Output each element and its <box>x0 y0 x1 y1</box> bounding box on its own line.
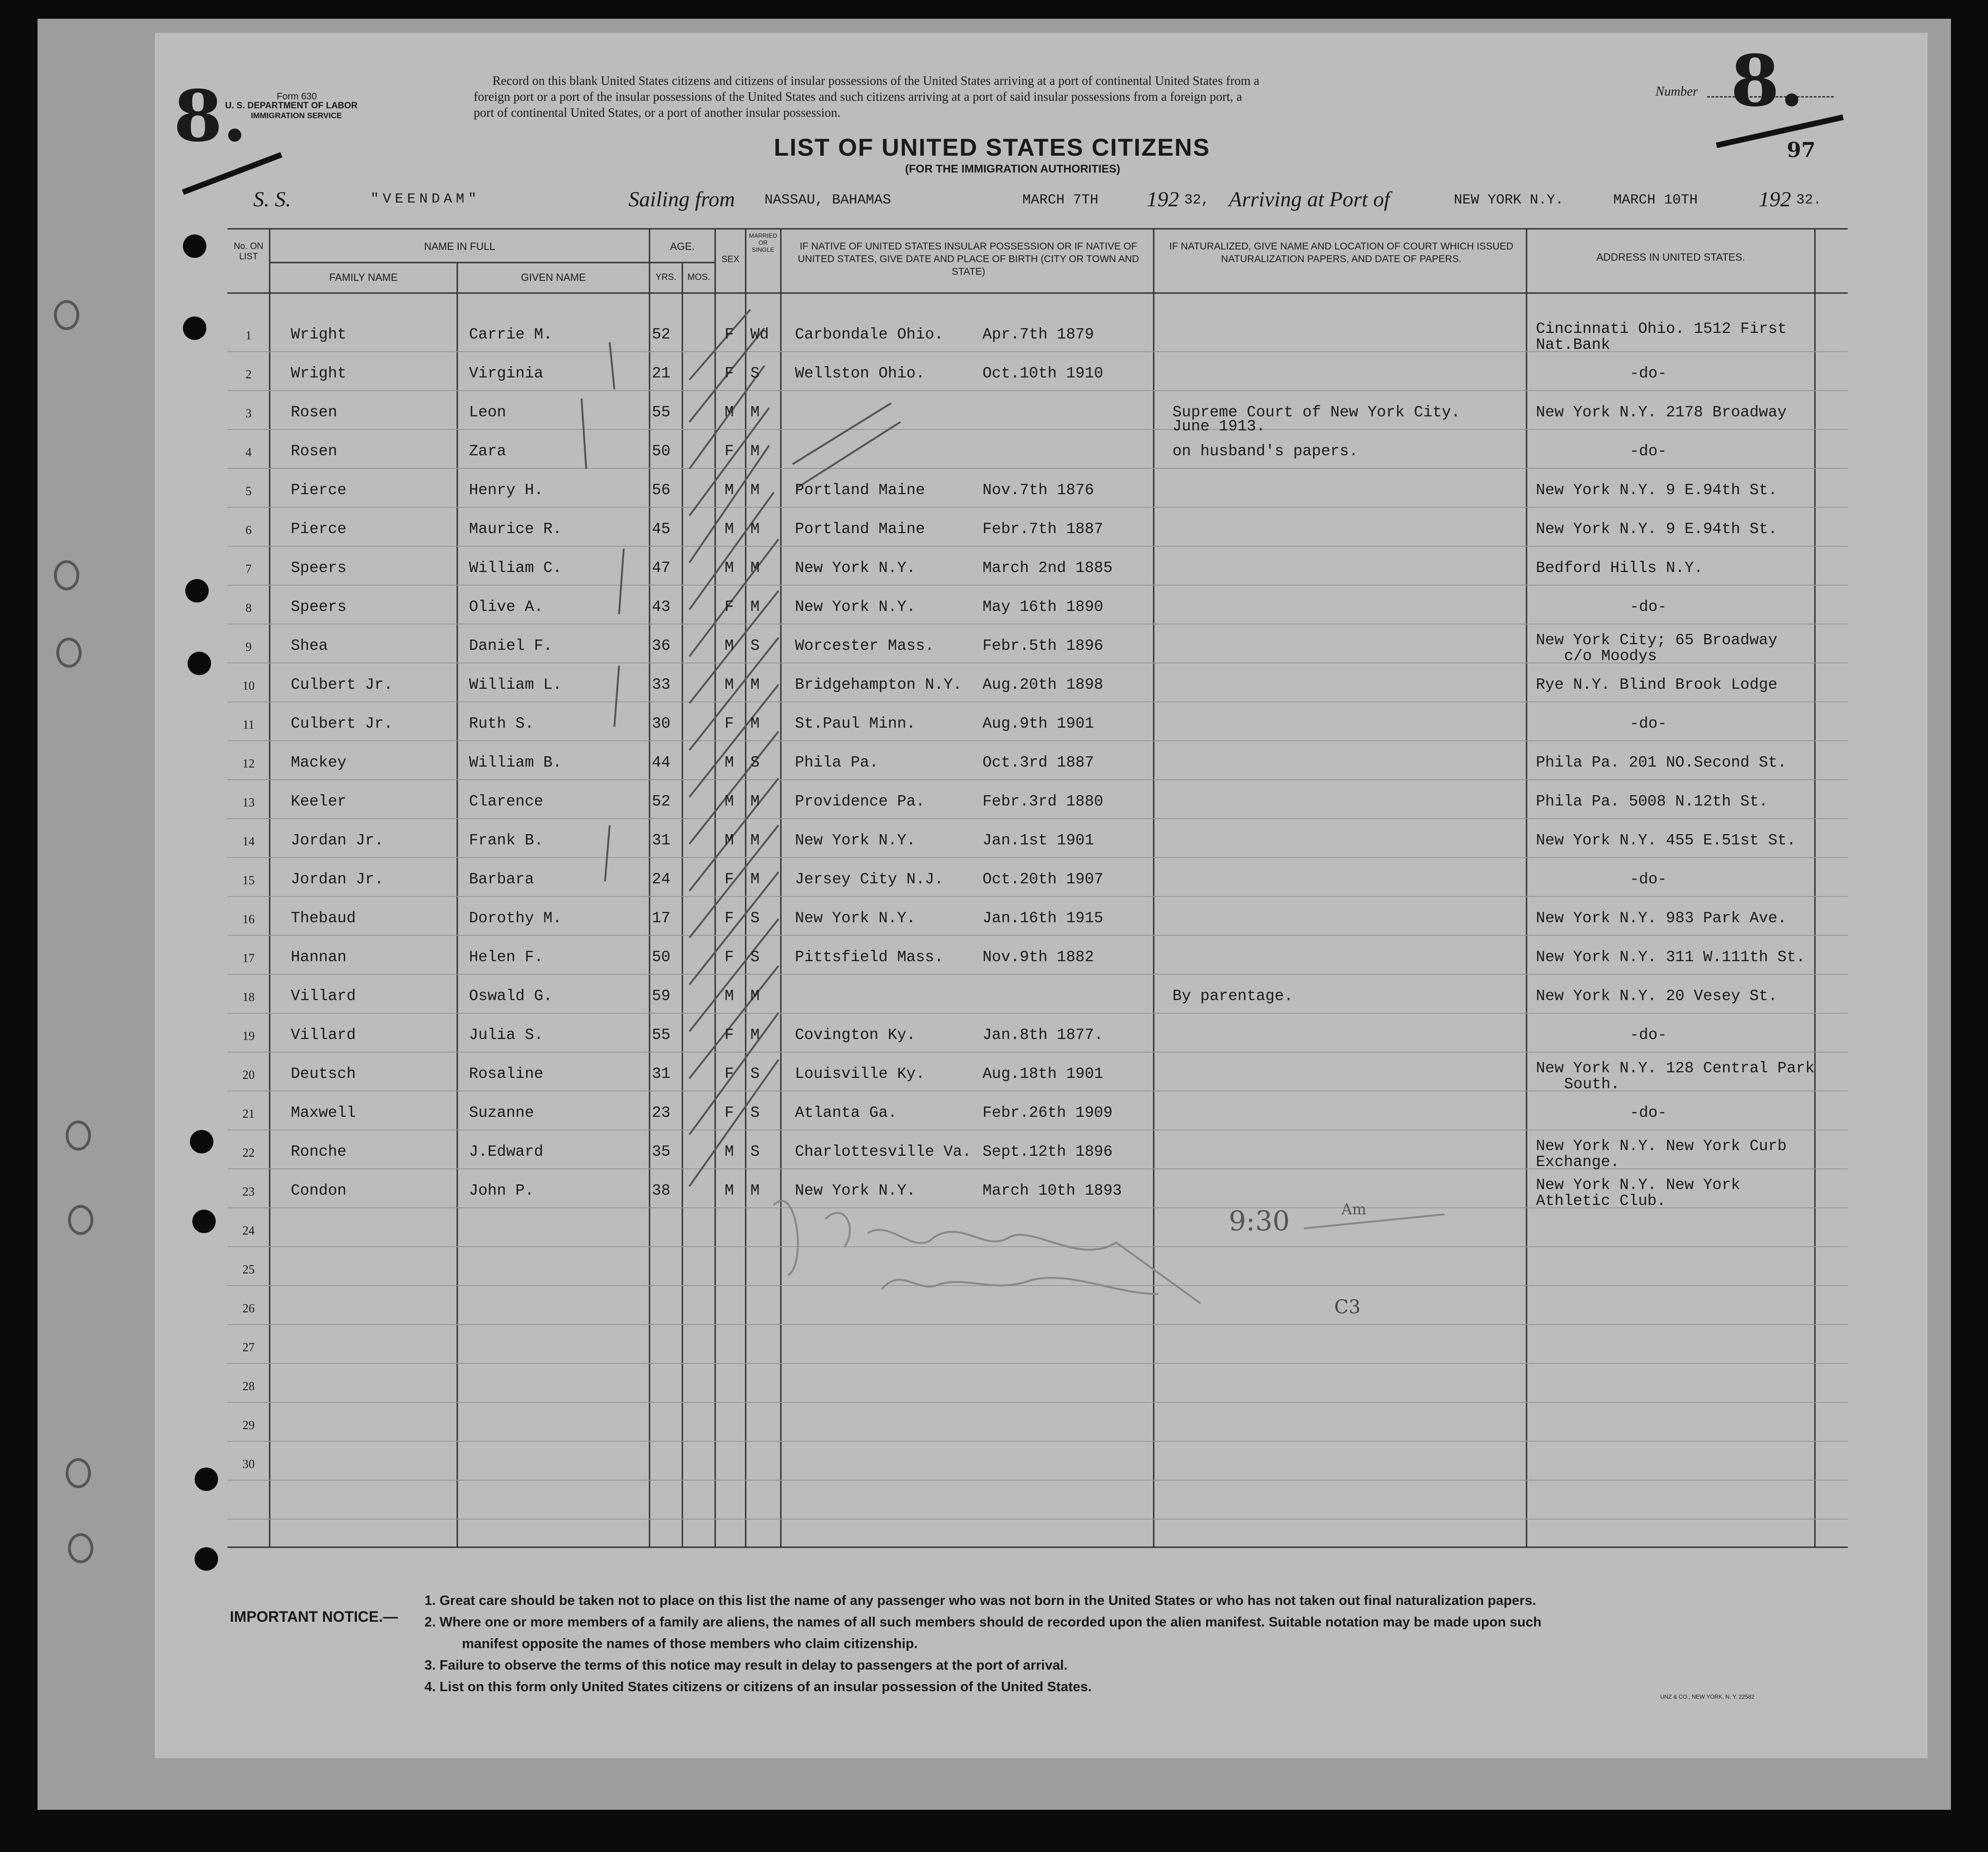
row-number: 27 <box>242 1340 255 1354</box>
inspector-am: Am <box>1341 1200 1367 1218</box>
marital-status: S <box>750 754 760 771</box>
row-number: 20 <box>242 1068 255 1082</box>
row-number: 19 <box>242 1029 255 1043</box>
col-header-address: ADDRESS IN UNITED STATES. <box>1596 251 1745 263</box>
row-number: 18 <box>242 990 255 1004</box>
birth-date: Jan.8th 1877. <box>983 1026 1104 1044</box>
notice-item: 4. List on this form only United States citizens or citizens of an insular possession of the United States. <box>424 1679 1092 1694</box>
row-number: 21 <box>242 1107 255 1121</box>
row-number: 17 <box>242 951 255 965</box>
address: -do- <box>1630 443 1667 460</box>
col-header-age: AGE. <box>670 241 695 252</box>
arrival-port: NEW YORK N.Y. <box>1454 192 1564 208</box>
family-name: Jordan Jr. <box>291 832 384 849</box>
col-header-naturalized: IF NATURALIZED, GIVE NAME AND LOCATION OF COURT WHICH ISSUED NATURALIZATION PAPERS, AND DATE OF PAPERS. <box>1169 241 1513 264</box>
row-number: 23 <box>242 1185 255 1198</box>
birth-place: Phila Pa. <box>795 754 879 771</box>
birth-date: Febr.3rd 1880 <box>983 793 1104 810</box>
address: Rye N.Y. Blind Brook Lodge <box>1536 676 1777 693</box>
birth-place: Providence Pa. <box>795 793 925 810</box>
row-number: 8 <box>245 601 252 615</box>
birth-place: Louisville Ky. <box>795 1065 925 1083</box>
given-name: Frank B. <box>469 832 544 849</box>
row-number: 15 <box>242 873 255 887</box>
marital-status: M <box>750 482 760 499</box>
marital-status: M <box>750 987 760 1005</box>
given-name: Leon <box>469 404 506 421</box>
birth-date: Jan.1st 1901 <box>983 832 1094 849</box>
sailing-year-prefix: 192 <box>1147 187 1179 211</box>
sex: F <box>725 598 734 616</box>
age-years: 23 <box>652 1104 671 1122</box>
birth-place: New York N.Y. <box>795 559 916 577</box>
birth-place: Pittsfield Mass. <box>795 949 944 966</box>
sex: M <box>725 520 734 538</box>
sailing-year: 32, <box>1184 192 1210 208</box>
birth-date: Nov.9th 1882 <box>983 949 1094 966</box>
arrival-date: MARCH 10TH <box>1613 192 1698 208</box>
marital-status: M <box>750 1026 760 1044</box>
family-name: Deutsch <box>291 1065 356 1083</box>
sex: M <box>725 1143 734 1160</box>
age-years: 59 <box>652 987 671 1005</box>
notice-item: 1. Great care should be taken not to place on this list the name of any passenger who was not born in the United States or who has not taken out final naturalization papers. <box>424 1593 1536 1608</box>
marital-status: M <box>750 559 760 577</box>
age-years: 21 <box>652 365 671 382</box>
birth-date: Jan.16th 1915 <box>983 910 1104 927</box>
birth-place: Jersey City N.J. <box>795 871 944 888</box>
sex: M <box>725 637 734 655</box>
address: New York N.Y. 983 Park Ave. <box>1536 910 1787 927</box>
sex: M <box>725 676 734 693</box>
sailing-port: NASSAU, BAHAMAS <box>764 192 892 208</box>
address: Cincinnati Ohio. 1512 First <box>1536 320 1787 338</box>
given-name: Olive A. <box>469 598 544 616</box>
birth-date: Apr.7th 1879 <box>983 326 1094 343</box>
given-name: Oswald G. <box>469 987 553 1005</box>
family-name: Speers <box>291 598 347 616</box>
naturalization-date: June 1913. <box>1172 418 1266 435</box>
address: New York N.Y. 455 E.51st St. <box>1536 832 1796 849</box>
marital-status: Wd <box>750 326 769 343</box>
address-line-2: Nat.Bank <box>1536 336 1610 354</box>
row-number: 14 <box>242 835 255 848</box>
given-name: William C. <box>469 559 562 577</box>
row-number: 4 <box>245 445 252 459</box>
birth-date: March 2nd 1885 <box>983 559 1113 577</box>
row-number: 29 <box>242 1418 255 1432</box>
instruction-line: foreign port or a port of the insular possessions of the United States and such citizens arriving at a port of said insular possessions from a foreign port, a <box>474 90 1242 104</box>
marital-status: M <box>750 443 760 460</box>
given-name: Zara <box>469 443 506 460</box>
page-title: LIST OF UNITED STATES CITIZENS <box>774 134 1210 161</box>
col-header-name: NAME IN FULL <box>424 241 495 252</box>
birth-date: Febr.26th 1909 <box>983 1104 1113 1122</box>
given-name: William B. <box>469 754 562 771</box>
marital-status: M <box>750 715 760 732</box>
age-years: 33 <box>652 676 671 693</box>
sex: F <box>725 443 734 460</box>
address: New York N.Y. 311 W.111th St. <box>1536 949 1806 966</box>
col-header-given: GIVEN NAME <box>521 271 586 283</box>
family-name: Shea <box>291 637 328 655</box>
arriving-label: Arriving at Port of <box>1229 187 1390 211</box>
birth-place: Covington Ky. <box>795 1026 916 1044</box>
given-name: J.Edward <box>469 1143 544 1160</box>
age-years: 38 <box>652 1182 671 1199</box>
family-name: Maxwell <box>291 1104 356 1122</box>
marital-status: M <box>750 1182 760 1199</box>
birth-date: Febr.5th 1896 <box>983 637 1104 655</box>
birth-place: Carbondale Ohio. <box>795 326 944 343</box>
birth-place: New York N.Y. <box>795 1182 916 1199</box>
age-years: 56 <box>652 482 671 499</box>
address-line-2: Athletic Club. <box>1536 1192 1666 1210</box>
age-years: 24 <box>652 871 671 888</box>
row-number: 26 <box>242 1302 255 1315</box>
notice-item: 3. Failure to observe the terms of this notice may result in delay to passengers at the port of arrival. <box>424 1658 1068 1673</box>
row-number: 11 <box>242 718 255 731</box>
address: New York N.Y. 9 E.94th St. <box>1536 520 1777 538</box>
age-years: 55 <box>652 1026 671 1044</box>
row-number: 3 <box>245 407 252 420</box>
sex: F <box>725 1065 734 1083</box>
family-name: Rosen <box>291 443 338 460</box>
family-name: Villard <box>291 1026 356 1044</box>
row-number: 12 <box>242 757 255 770</box>
sailing-label: Sailing from <box>628 187 735 211</box>
inspector-code: C3 <box>1334 1296 1361 1318</box>
address: New York N.Y. New York Curb <box>1536 1137 1787 1155</box>
sex: F <box>725 365 734 382</box>
birth-place: Charlottesville Va. <box>795 1143 972 1160</box>
instruction-line: port of continental United States, or a port of another insular possession. <box>474 105 841 120</box>
sex: M <box>725 404 734 421</box>
number-label: Number <box>1655 84 1698 99</box>
given-name: Barbara <box>469 871 534 888</box>
notice-item: 2. Where one or more members of a family are aliens, the names of all such members should de recorded upon the alien manifest. Suitable notation may be made upon such <box>424 1615 1542 1630</box>
family-name: Ronche <box>291 1143 347 1160</box>
given-name: Ruth S. <box>469 715 534 732</box>
birth-place: Atlanta Ga. <box>795 1104 897 1122</box>
age-years: 45 <box>652 520 671 538</box>
form-number: Form 630 <box>277 91 317 102</box>
family-name: Hannan <box>291 949 347 966</box>
col-header-mos: MOS. <box>687 272 711 282</box>
ship-name: "VEENDAM" <box>370 191 481 207</box>
family-name: Culbert Jr. <box>291 715 393 732</box>
address: -do- <box>1630 715 1667 732</box>
col-header-yrs: YRS. <box>655 272 677 282</box>
given-name: Helen F. <box>469 949 544 966</box>
given-name: John P. <box>469 1182 534 1199</box>
number-value: 8. <box>1731 40 1804 122</box>
notice-item: manifest opposite the names of those members who claim citizenship. <box>462 1636 918 1651</box>
marital-status: M <box>750 676 760 693</box>
given-name: Maurice R. <box>469 520 562 538</box>
address-line-2: Exchange. <box>1536 1153 1620 1171</box>
family-name: Mackey <box>291 754 347 771</box>
notice-label: IMPORTANT NOTICE.— <box>230 1608 398 1625</box>
arrival-year-prefix: 192 <box>1759 187 1791 211</box>
address: New York N.Y. 9 E.94th St. <box>1536 482 1777 499</box>
arrival-year: 32. <box>1796 192 1822 208</box>
naturalization: Supreme Court of New York City. <box>1172 404 1460 421</box>
age-years: 55 <box>652 404 671 421</box>
birth-date: March 10th 1893 <box>983 1182 1122 1199</box>
given-name: Henry H. <box>469 482 544 499</box>
col-header-no: No. ON LIST <box>234 241 264 262</box>
address: -do- <box>1630 1104 1667 1122</box>
address: Phila Pa. 5008 N.12th St. <box>1536 793 1769 810</box>
given-name: William L. <box>469 676 562 693</box>
sex: F <box>725 871 734 888</box>
marital-status: S <box>750 949 760 966</box>
address: New York N.Y. 2178 Broadway <box>1536 404 1787 421</box>
marital-status: S <box>750 910 760 927</box>
row-number: 13 <box>242 796 255 809</box>
address-line-2: c/o Moodys <box>1564 647 1657 665</box>
service: IMMIGRATION SERVICE <box>251 111 342 120</box>
birth-place: New York N.Y. <box>795 832 916 849</box>
age-years: 50 <box>652 443 671 460</box>
birth-place: Wellston Ohio. <box>795 365 925 382</box>
age-years: 44 <box>652 754 671 771</box>
page-subtitle: (FOR THE IMMIGRATION AUTHORITIES) <box>905 163 1120 175</box>
marital-status: S <box>750 1065 760 1083</box>
address: -do- <box>1630 1026 1667 1044</box>
row-number: 22 <box>242 1146 255 1159</box>
sex: M <box>725 793 734 810</box>
birth-place: New York N.Y. <box>795 910 916 927</box>
address: New York N.Y. New York <box>1536 1176 1740 1194</box>
col-header-married: MARRIED OR SINGLE <box>749 232 777 253</box>
birth-place: New York N.Y. <box>795 598 916 616</box>
col-header-family: FAMILY NAME <box>329 271 398 283</box>
address: New York City; 65 Broadway <box>1536 632 1777 649</box>
sex: M <box>725 987 734 1005</box>
birth-place: Bridgehampton N.Y. <box>795 676 962 693</box>
family-name: Keeler <box>291 793 347 810</box>
address: -do- <box>1630 598 1667 616</box>
marital-status: M <box>750 871 760 888</box>
birth-date: Aug.20th 1898 <box>983 676 1104 693</box>
birth-place: St.Paul Minn. <box>795 715 916 732</box>
birth-date: Oct.3rd 1887 <box>983 754 1094 771</box>
marital-status: S <box>750 365 760 382</box>
birth-date: Oct.10th 1910 <box>983 365 1104 382</box>
row-number: 10 <box>242 679 255 693</box>
given-name: Clarence <box>469 793 544 810</box>
age-years: 50 <box>652 949 671 966</box>
row-number: 6 <box>245 523 252 537</box>
birth-date: Oct.20th 1907 <box>983 871 1104 888</box>
given-name: Dorothy M. <box>469 910 562 927</box>
sex: M <box>725 832 734 849</box>
address: New York N.Y. 128 Central Park <box>1536 1060 1815 1077</box>
age-years: 30 <box>652 715 671 732</box>
address-line-2: South. <box>1564 1076 1620 1093</box>
col-header-sex: SEX <box>721 255 740 264</box>
row-number: 30 <box>242 1457 255 1471</box>
family-name: Jordan Jr. <box>291 871 384 888</box>
ss-label: S. S. <box>253 187 291 211</box>
birth-place: Worcester Mass. <box>795 637 935 655</box>
marital-status: M <box>750 832 760 849</box>
row-number: 5 <box>245 484 252 498</box>
printer-imprint: UNZ & CO., NEW YORK, N. Y. 22582 <box>1660 1694 1754 1700</box>
marital-status: S <box>750 1143 760 1160</box>
family-name: Culbert Jr. <box>291 676 393 693</box>
family-name: Wright <box>291 326 347 343</box>
sex: M <box>725 1182 734 1199</box>
address: -do- <box>1630 365 1667 382</box>
sex: M <box>725 482 734 499</box>
marital-status: M <box>750 598 760 616</box>
address: New York N.Y. 20 Vesey St. <box>1536 987 1777 1005</box>
family-name: Pierce <box>291 482 347 499</box>
sex: F <box>725 949 734 966</box>
address: -do- <box>1630 871 1667 888</box>
family-name: Rosen <box>291 404 338 421</box>
row-number: 16 <box>242 912 255 926</box>
given-name: Julia S. <box>469 1026 544 1044</box>
marital-status: S <box>750 637 760 655</box>
birth-date: May 16th 1890 <box>983 598 1104 616</box>
marital-status: M <box>750 520 760 538</box>
birth-date: Sept.12th 1896 <box>983 1143 1113 1160</box>
age-years: 35 <box>652 1143 671 1160</box>
row-number: 7 <box>245 562 252 576</box>
birth-date: Aug.9th 1901 <box>983 715 1094 732</box>
given-name: Carrie M. <box>469 326 553 343</box>
birth-date: Aug.18th 1901 <box>983 1065 1104 1083</box>
inspector-time: 9:30 <box>1229 1205 1290 1237</box>
sex: M <box>725 754 734 771</box>
sex: F <box>725 910 734 927</box>
family-name: Villard <box>291 987 356 1005</box>
handwritten-page-number: 8. <box>174 75 247 158</box>
age-years: 31 <box>652 832 671 849</box>
sailing-date: MARCH 7TH <box>1022 192 1099 208</box>
birth-place: Portland Maine <box>795 482 925 499</box>
row-number: 24 <box>242 1224 255 1237</box>
family-name: Condon <box>291 1182 347 1199</box>
family-name: Thebaud <box>291 910 356 927</box>
marital-status: S <box>750 1104 760 1122</box>
age-years: 52 <box>652 326 671 343</box>
sex: F <box>725 1026 734 1044</box>
family-name: Wright <box>291 365 347 382</box>
address: Bedford Hills N.Y. <box>1536 559 1703 577</box>
marital-status: M <box>750 404 760 421</box>
sex: M <box>725 559 734 577</box>
row-number: 25 <box>242 1263 255 1276</box>
birth-date: Nov.7th 1876 <box>983 482 1094 499</box>
age-years: 31 <box>652 1065 671 1083</box>
given-name: Virginia <box>469 365 544 382</box>
age-years: 52 <box>652 793 671 810</box>
row-number: 28 <box>242 1379 255 1393</box>
given-name: Suzanne <box>469 1104 534 1122</box>
address: Phila Pa. 201 NO.Second St. <box>1536 754 1787 771</box>
sex: F <box>725 1104 734 1122</box>
row-number: 2 <box>245 368 252 381</box>
naturalization: on husband's papers. <box>1172 443 1359 460</box>
instruction-line: Record on this blank United States citizens and citizens of insular possessions of the United States arriving at a port of continental United States from a <box>492 74 1260 88</box>
age-years: 43 <box>652 598 671 616</box>
department: U. S. DEPARTMENT OF LABOR <box>225 101 358 111</box>
family-name: Speers <box>291 559 347 577</box>
birth-place: Portland Maine <box>795 520 925 538</box>
age-years: 36 <box>652 637 671 655</box>
age-years: 47 <box>652 559 671 577</box>
sex: F <box>725 326 734 343</box>
row-number: 9 <box>245 640 252 654</box>
naturalization: By parentage. <box>1172 987 1293 1005</box>
side-number: 97 <box>1787 138 1816 162</box>
sex: F <box>725 715 734 732</box>
marital-status: M <box>750 793 760 810</box>
age-years: 17 <box>652 910 671 927</box>
birth-date: Febr.7th 1887 <box>983 520 1104 538</box>
family-name: Pierce <box>291 520 347 538</box>
row-number: 1 <box>245 329 252 342</box>
given-name: Daniel F. <box>469 637 553 655</box>
given-name: Rosaline <box>469 1065 544 1083</box>
col-header-birth: IF NATIVE OF UNITED STATES INSULAR POSSESSION OR IF NATIVE OF UNITED STATES, GIVE DATE AND PLACE OF BIRTH (CITY OR TOWN AND STATE) <box>798 241 1139 277</box>
